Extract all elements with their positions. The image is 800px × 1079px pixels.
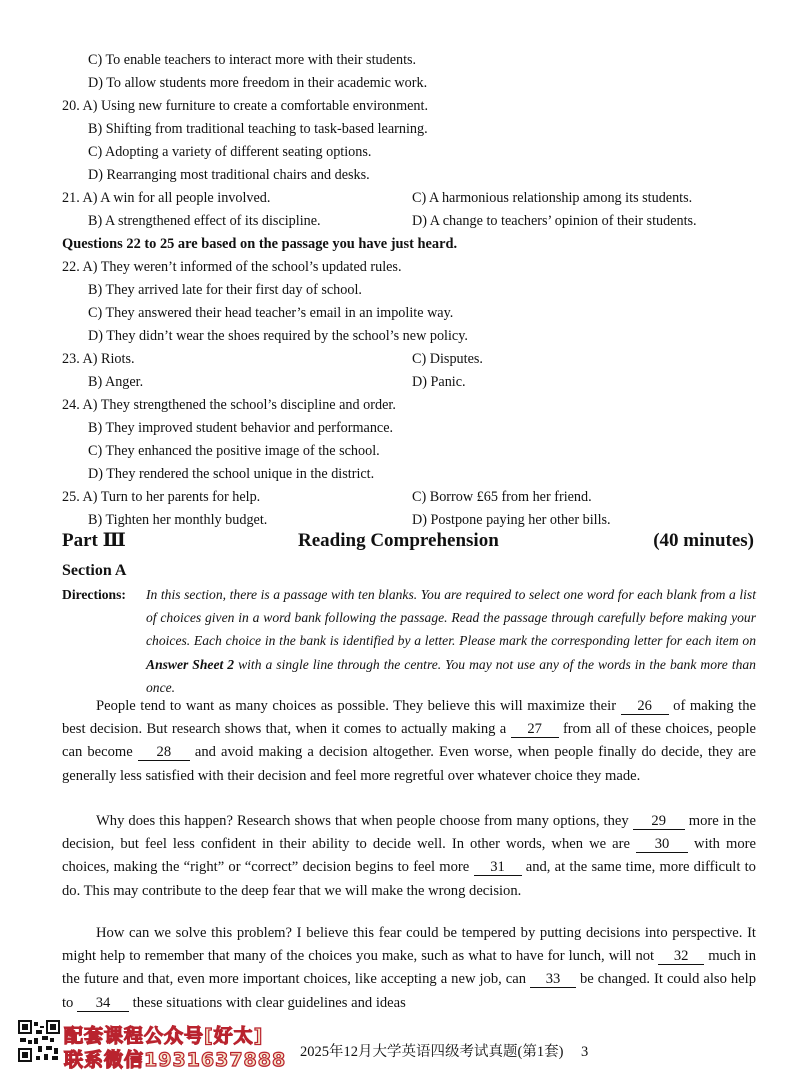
passage-paragraph-2: Why does this happen? Research shows that when people choose from many options, they 29 more in the decision, but feel less confident in their ability to decide well. In other words, when we are 30 with more choices, making the “right” or “correct” decision begins to feel more 31 and, at the same time, more difficult to do. This may contribute to the deep fear that we will make the wrong decision. — [62, 813, 756, 899]
blank-32[interactable]: 32 — [658, 948, 704, 965]
option-q24a: 24. A) They strengthened the school’s discipline and order. — [62, 397, 396, 413]
option-q23b-left: B) Anger. — [88, 374, 144, 390]
directions-text-1: In this section, there is a passage with ten blanks. You are required to select one word for each blank from a list of choices given in a word bank following the passage. Read the passage through carefully before making your choices. Each choice in the bank is identified by a letter. Please mark the corresponding letter for each item on — [146, 587, 756, 649]
blank-31[interactable]: 31 — [474, 859, 522, 876]
option-q20a: 20. A) Using new furniture to create a comfortable environment. — [62, 98, 428, 114]
option-q20d: D) Rearranging most traditional chairs and desks. — [88, 167, 370, 183]
option-q25b-left: B) Tighten her monthly budget. — [88, 512, 268, 528]
option-q25a-right: C) Borrow £65 from her friend. — [412, 489, 592, 505]
watermark-line-2: 联系微信1931637888 — [64, 1049, 287, 1071]
qr-code-icon — [18, 1020, 60, 1062]
option-q24c: C) They enhanced the positive image of the school. — [88, 443, 380, 459]
option-q23a-right: C) Disputes. — [412, 351, 483, 367]
answer-sheet-ref: Answer Sheet 2 — [146, 656, 235, 672]
option-q22c: C) They answered their head teacher’s email in an impolite way. — [88, 305, 454, 321]
section-header: Questions 22 to 25 are based on the passage you have just heard. — [62, 236, 458, 252]
option-q23b-right: D) Panic. — [412, 374, 466, 390]
blank-34[interactable]: 34 — [77, 995, 129, 1012]
watermark-line-1: 配套课程公众号[好太] — [64, 1025, 264, 1047]
option-q21b-left: B) A strengthened effect of its discipline. — [88, 213, 321, 229]
passage-paragraph-1: People tend to want as many choices as possible. They believe this will maximize their 26 of making the best decision. But research shows that, when it comes to actually making a 27 from all of these choices, people can become 28 and avoid making a decision altogether. Even worse, when people finally do decide, they are generally less satisfied with their decision and feel more regretful over whatever choice they made. — [62, 698, 757, 784]
part-label: Part Ⅲ — [62, 530, 126, 551]
page-number: 3 — [581, 1044, 589, 1060]
option-q25b-right: D) Postpone paying her other bills. — [412, 512, 611, 528]
option-q20b: B) Shifting from traditional teaching to task-based learning. — [88, 121, 428, 137]
blank-28[interactable]: 28 — [138, 744, 190, 761]
blank-33[interactable]: 33 — [530, 971, 576, 988]
page-footer — [300, 1040, 588, 1061]
directions-text-2: with a single line through the centre. You may not use any of the words in the bank more than once. — [146, 656, 756, 695]
option-q20c: C) Adopting a variety of different seating options. — [88, 144, 372, 160]
option-q24d: D) They rendered the school unique in the district. — [88, 466, 375, 482]
option-q25a-left: 25. A) Turn to her parents for help. — [62, 489, 261, 505]
option-q22b: B) They arrived late for their first day of school. — [88, 282, 362, 298]
part-time: (40 minutes) — [653, 530, 754, 551]
option-q23a-left: 23. A) Riots. — [62, 351, 135, 367]
part-title: Reading Comprehension — [298, 530, 499, 551]
directions — [62, 583, 756, 699]
blank-30[interactable]: 30 — [636, 836, 688, 853]
option-q21b-right: D) A change to teachers’ opinion of their students. — [412, 213, 697, 229]
footer-title: 2025年12月大学英语四级考试真题(第1套) — [300, 1044, 564, 1060]
option-q22d: D) They didn’t wear the shoes required by the school’s new policy. — [88, 328, 468, 344]
blank-27[interactable]: 27 — [511, 721, 559, 738]
blank-26[interactable]: 26 — [621, 698, 669, 715]
option-q21a-left: 21. A) A win for all people involved. — [62, 190, 271, 206]
section-a-title: Section A — [62, 562, 127, 579]
part-header — [62, 527, 754, 557]
option-q19c: C) To enable teachers to interact more with their students. — [88, 52, 417, 68]
option-q24b: B) They improved student behavior and performance. — [88, 420, 394, 436]
option-q22a: 22. A) They weren’t informed of the school’s updated rules. — [62, 259, 402, 275]
directions-label: Directions: — [62, 587, 126, 602]
option-q19d: D) To allow students more freedom in their academic work. — [88, 75, 428, 91]
blank-29[interactable]: 29 — [633, 813, 685, 830]
option-q21a-right: C) A harmonious relationship among its students. — [412, 190, 693, 206]
passage-paragraph-3: How can we solve this problem? I believe this fear could be tempered by putting decisions into perspective. It might help to remember that many of the choices you make, such as what to have for lunch, will not 32 much in the future and that, even more important choices, like accepting a new job, can 33 be changed. It could also help to 34 these situations with clear guidelines and ideas — [62, 925, 756, 1011]
